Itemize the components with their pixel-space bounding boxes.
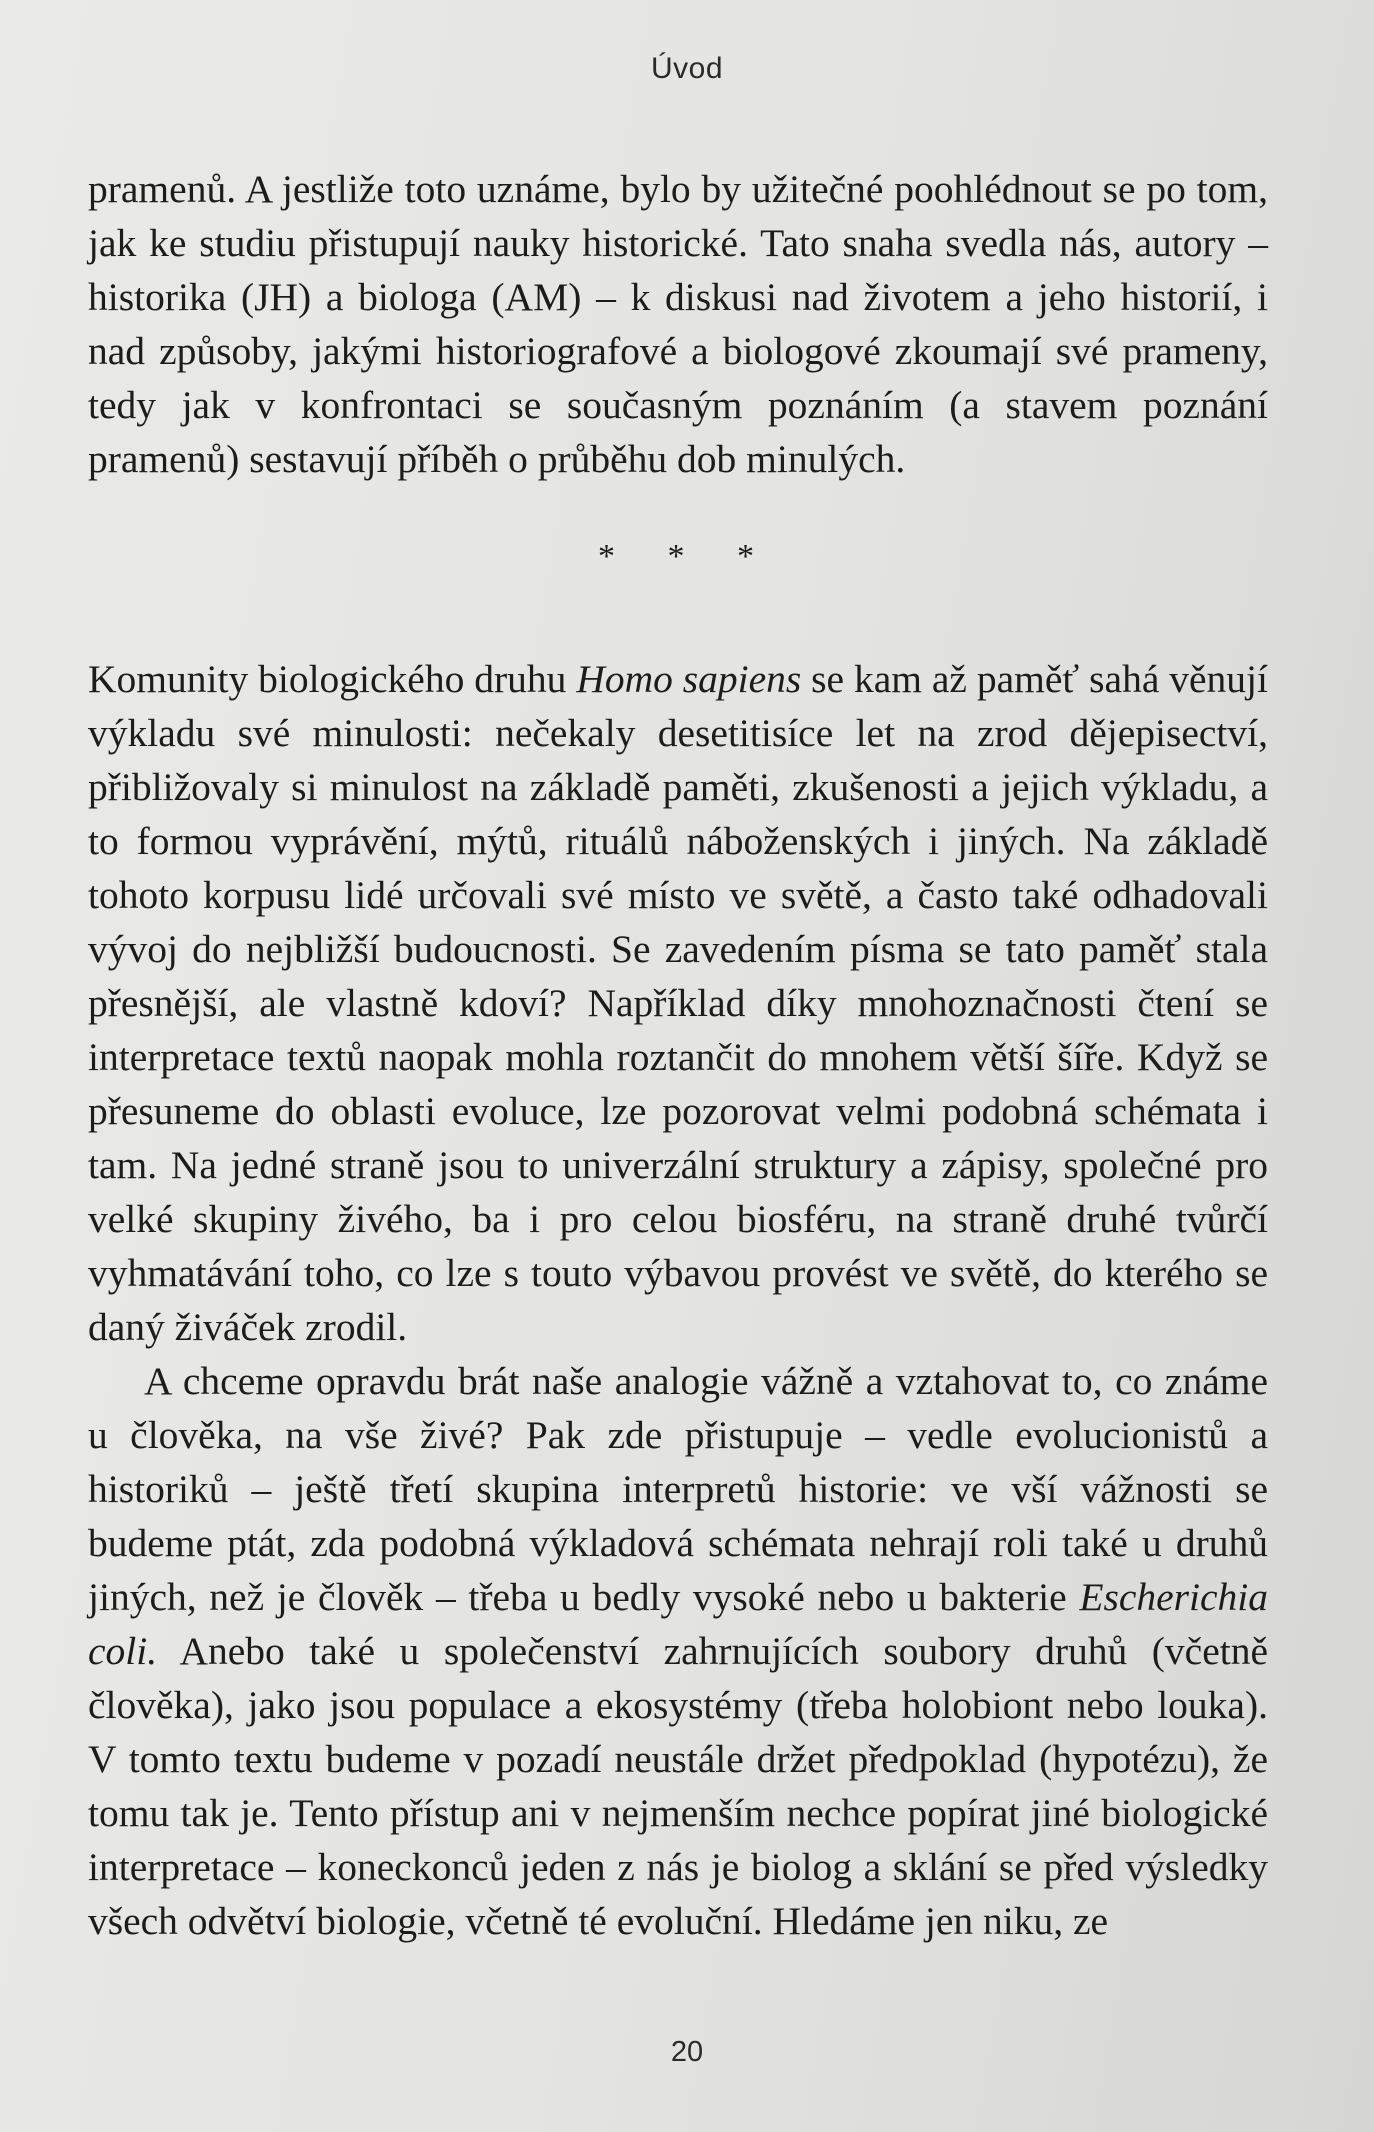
species-name: Homo sapiens bbox=[576, 657, 802, 701]
running-head: Úvod bbox=[650, 52, 724, 85]
paragraph-text: Anebo také u společenství zahrnujících soubory druhů (včetně člověka), jako jsou populace a ekosystémy (třeba holobiont nebo louka). V tomto textu budeme v pozadí neustále držet předpoklad (hypotézu), že tomu tak je. Tento přístup ani v nejmenším nechce popírat jiné biologické interpretace – koneckonců jeden z nás je biolog a sklání se před výsledky všech odvětví biologie, včetně té evoluční. Hledáme jen niku, ze bbox=[88, 1629, 1268, 1943]
paragraph bbox=[88, 652, 1268, 1354]
paragraph bbox=[88, 1354, 1268, 1948]
paragraph-text: se kam až paměť sahá věnují výkladu své minulosti: nečekaly desetitisíce let na zrod dějepisectví, přibližovaly si minulost na základě paměti, zkušenosti a jejich výkladu, a to formou vyprávění, mýtů, rituálů náboženských i jiných. Na základě tohoto korpusu lidé určovali své místo ve světě, a často také odhadovali vývoj do nejbližší budoucnosti. Se zavedením písma se tato paměť stala přesnější, ale vlastně kdoví? Například díky mnohoznačnosti čtení se interpretace textů naopak mohla roztančit do mnohem větší šíře. Když se přesuneme do oblasti evoluce, lze pozorovat velmi podobná schémata i tam. Na jedné straně jsou to univerzální struktury a zápisy, společné pro velké skupiny živého, ba i pro celou biosféru, na straně druhé tvůrčí vyhmatávání toho, co lze s touto výbavou provést ve světě, do kterého se daný živáček zrodil. bbox=[88, 657, 1269, 1349]
section-separator: * * * bbox=[598, 538, 776, 575]
paragraph-text: A chceme opravdu brát naše analogie vážně a vztahovat to, co známe u člověka, na vše živé? Pak zde přistupuje – vedle evolucionistů a historiků – ještě třetí skupina interpretů historie: ve vší vážnosti se budeme ptát, zda podobná výkladová schémata nehrají roli také u druhů jiných, než je člověk – třeba u bedly vysoké nebo u bakterie bbox=[88, 1359, 1268, 1619]
paragraph: pramenů. A jestliže toto uznáme, bylo by užitečné poohlédnout se po tom, jak ke studiu přistupují nauky historické. Tato snaha svedla nás, autory – historika (JH) a biologa (AM) – k diskusi nad životem a jeho historií, i nad způsoby, jakými historiografové a biologové zkoumají své prameny, tedy jak v konfrontaci se současným poznáním (a stavem poznání pramenů) sestavují příběh o průběhu dob minulých. bbox=[88, 167, 1268, 481]
text-block-top bbox=[88, 162, 1268, 486]
page-number: 20 bbox=[670, 2036, 704, 2068]
species-name: Escherichia coli. bbox=[88, 1575, 1268, 1673]
text-block-main bbox=[88, 652, 1268, 1948]
paragraph-text: Komunity biologického druhu bbox=[88, 657, 577, 701]
